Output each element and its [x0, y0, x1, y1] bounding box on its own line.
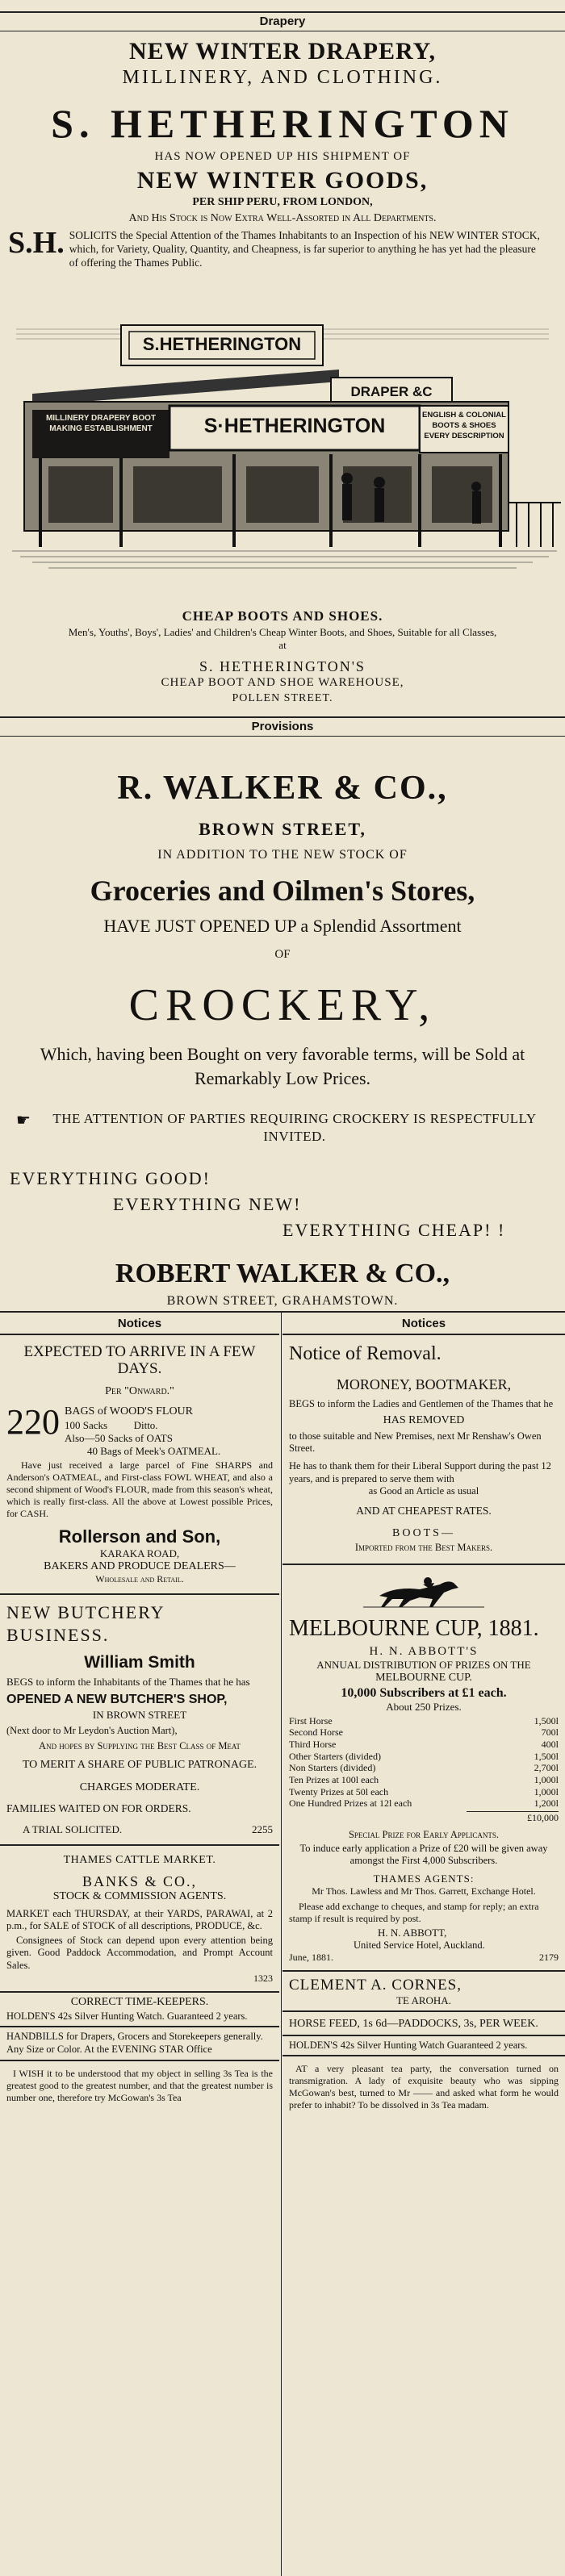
- timekeepers-title: CORRECT TIME-KEEPERS.: [70, 1995, 209, 2008]
- butchery-street: IN BROWN STREET: [92, 1708, 187, 1721]
- party-ad: [282, 2056, 565, 2115]
- prize-row: [289, 1715, 559, 1727]
- melbourne-annual: ANNUAL DISTRIBUTION OF PRIZES ON THE: [316, 1658, 531, 1671]
- shop-illustration: [0, 305, 565, 571]
- tea-body: I WISH it to be understood that my object in selling 3s Tea is the greatest good to the greatest number, and that the greatest number is number one, therefore try McGowan's 3s Tea: [6, 2067, 273, 2103]
- prize-amount: 1,500l: [534, 1750, 559, 1762]
- butchery-trial: A TRIAL SOLICITED.: [23, 1822, 123, 1835]
- melbourne-prize-list: [289, 1715, 559, 1810]
- rollerson-ad: [0, 1335, 279, 1589]
- timekeepers-body: HOLDEN'S 42s Silver Hunting Watch. Guaranteed 2 years.: [6, 2010, 248, 2022]
- prize-label: Non Starters (divided): [289, 1762, 376, 1774]
- cattle-name: BANKS & CO.,: [82, 1873, 198, 1889]
- butchery-families: FAMILIES WAITED ON FOR ORDERS.: [6, 1802, 191, 1814]
- drapery-warehouse: CHEAP BOOT AND SHOE WAREHOUSE,: [161, 676, 404, 689]
- cattle-sub: STOCK & COMMISSION AGENTS.: [52, 1889, 227, 1902]
- rollerson-road: KARAKA ROAD,: [99, 1547, 180, 1560]
- provisions-section: [0, 716, 565, 1313]
- notices-right-column: [282, 1315, 565, 2115]
- butchery-supply: And hopes by Supplying the Best Class of Meat: [39, 1739, 241, 1751]
- rollerson-line-4: 40 Bags of Meek's OATMEAL.: [87, 1445, 221, 1457]
- cornes-ad: [282, 1972, 565, 2010]
- drapery-name: S. HETHERINGTON: [51, 101, 514, 146]
- drapery-initials: S.H.: [8, 226, 65, 260]
- rollerson-flour-lines: [65, 1405, 220, 1458]
- prize-label: Third Horse: [289, 1739, 337, 1750]
- provisions-addition: IN ADDITION TO THE NEW STOCK OF: [157, 848, 408, 862]
- rollerson-title: EXPECTED TO ARRIVE IN A FEW DAYS.: [23, 1343, 256, 1377]
- prize-label: Twenty Prizes at 50l each: [289, 1785, 389, 1797]
- drapery-street: POLLEN STREET.: [232, 692, 333, 704]
- drapery-headline-1: NEW WINTER DRAPERY,: [129, 38, 436, 65]
- pointing-hand-icon: ☛: [16, 1112, 31, 1129]
- shop-sign-name: S·HETHERINGTON: [203, 415, 386, 437]
- removal-body-3: He has to thank them for their Liberal Support during the past 12 years, and is prepared to serve them with: [289, 1459, 551, 1484]
- drapery-solicits: SOLICITS the Special Attention of the Thames Inhabitants to an Inspection of his NEW WINTER STOCK, which, for Variety, Quality, Quantity, and Cheapness, is far superior to anything he has yet had the pleasure of offering the Thames Public.: [69, 229, 540, 269]
- provisions-crockery: CROCKERY,: [128, 980, 437, 1030]
- removal-ad: [282, 1335, 565, 1557]
- section-header-provisions: Provisions: [0, 716, 565, 737]
- melbourne-please: Please add exchange to cheques, and stamp for reply; an extra stamp if result is required by post.: [289, 1901, 539, 1924]
- butchery-ad: [0, 1595, 279, 1839]
- melbourne-special: Special Prize for Early Applicants.: [348, 1828, 500, 1840]
- prize-amount: 700l: [541, 1726, 559, 1739]
- prize-amount: 1,000l: [534, 1785, 559, 1797]
- provisions-everything-1: EVERYTHING GOOD!: [10, 1168, 211, 1188]
- provisions-groceries: Groceries and Oilmen's Stores,: [90, 875, 475, 907]
- melbourne-abbott: H. N. ABBOTT'S: [369, 1644, 479, 1658]
- butchery-number: 2255: [252, 1822, 273, 1835]
- cornes-place: TE AROHA.: [396, 1994, 451, 2006]
- shop-sign-boots: ENGLISH & COLONIAL BOOTS & SHOES EVERY DESCRIPTION: [422, 411, 506, 440]
- provisions-bought: Which, having been Bought on very favorable terms, will be Sold at Remarkably Low Prices.: [40, 1044, 525, 1088]
- melbourne-induce: To induce early application a Prize of £20 will be given away amongst the First 4,000 Subscribers.: [299, 1842, 548, 1867]
- provisions-attention: THE ATTENTION OF PARTIES REQUIRING CROCKERY IS RESPECTFULLY INVITED.: [52, 1111, 537, 1144]
- provisions-everything-2: EVERYTHING NEW!: [113, 1194, 302, 1214]
- prize-row: [289, 1739, 559, 1751]
- column-divider: [281, 1311, 282, 2576]
- drapery-solicits-block: [0, 225, 565, 269]
- removal-rates: AND AT CHEAPEST RATES.: [356, 1504, 492, 1517]
- prize-amount: 2,700l: [534, 1762, 559, 1774]
- section-header-drapery: Drapery: [0, 11, 565, 31]
- melbourne-total: £10,000: [467, 1811, 559, 1824]
- handbills-ad: [0, 2027, 279, 2059]
- prize-row: [289, 1786, 559, 1798]
- provisions-everything-3: EVERYTHING CHEAP! !: [282, 1220, 506, 1240]
- drapery-boots-desc: Men's, Youths', Boys', Ladies' and Children's Cheap Winter Boots, and Shoes, Suitable for all Classes, at: [68, 626, 497, 651]
- rollerson-body: Have just received a large parcel of Fine SHARPS and Anderson's OATMEAL, and First-class FOWL WHEAT, and also a second shipment of Wood's FLOUR, made from this season's wheat, which is really first-class. All the above at Lowest possible Prices, for CASH.: [6, 1459, 273, 1520]
- melbourne-sig: H. N. ABBOTT,: [378, 1927, 447, 1939]
- removal-body-2: to those suitable and New Premises, next Mr Renshaw's Owen Street.: [289, 1430, 542, 1455]
- drapery-headline-2: MILLINERY, AND CLOTHING.: [122, 67, 443, 88]
- prize-row: [289, 1774, 559, 1786]
- prize-label: First Horse: [289, 1714, 333, 1726]
- notices-right-header: Notices: [282, 1315, 565, 1335]
- prize-label: Second Horse: [289, 1726, 343, 1739]
- melbourne-hotel: United Service Hotel, Auckland.: [354, 1939, 485, 1951]
- provisions-street: BROWN STREET,: [199, 819, 366, 839]
- prize-label: Ten Prizes at 100l each: [289, 1773, 379, 1785]
- prize-amount: 400l: [541, 1739, 559, 1750]
- holden-ad: [282, 2036, 565, 2056]
- timekeepers-ad: [0, 1993, 279, 2027]
- cattle-number: 1323: [253, 1972, 273, 1984]
- removal-imported: Imported from the Best Makers.: [354, 1541, 493, 1553]
- melbourne-number: 2179: [539, 1952, 559, 1963]
- butchery-merit: TO MERIT A SHARE OF PUBLIC PATRONAGE.: [22, 1758, 257, 1771]
- removal-usual: as Good an Article as usual: [368, 1485, 479, 1497]
- drapery-section: [0, 0, 565, 726]
- rollerson-big-number: 220: [6, 1402, 60, 1442]
- horsefeed-body: HORSE FEED, 1s 6d—PADDOCKS, 3s, PER WEEK.: [289, 2017, 538, 2030]
- removal-name: MORONEY, BOOTMAKER,: [336, 1376, 512, 1392]
- cattle-title: THAMES CATTLE MARKET.: [63, 1853, 216, 1866]
- rollerson-per: Per "Onward.": [105, 1385, 174, 1397]
- drapery-warehouse-name: S. HETHERINGTON'S: [199, 658, 366, 674]
- removal-title: Notice of Removal.: [289, 1343, 442, 1364]
- rollerson-name: Rollerson and Son,: [58, 1526, 221, 1547]
- provisions-attention-block: [16, 1110, 549, 1146]
- notices-left-column: [0, 1315, 279, 2107]
- prize-amount: 1,200l: [534, 1797, 559, 1810]
- cattle-body: MARKET each THURSDAY, at their YARDS, PARAWAI, at 2 p.m., for SALE of STOCK of all descriptions, PRODUCE, &c.: [6, 1907, 273, 1932]
- drapery-stock: And His Stock is Now Extra Well-Assorted in All Departments.: [128, 212, 437, 224]
- racehorse-icon: [363, 1572, 484, 1610]
- melbourne-cup: MELBOURNE CUP.: [375, 1671, 472, 1684]
- melbourne-agents: THAMES AGENTS:: [373, 1873, 475, 1885]
- tea-ad: [0, 2061, 279, 2107]
- notices-left-header: Notices: [0, 1315, 279, 1335]
- provisions-name: R. WALKER & CO.,: [117, 770, 448, 807]
- holden-body: HOLDEN'S 42s Silver Hunting Watch Guaranteed 2 years.: [289, 2039, 528, 2051]
- prize-label: One Hundred Prizes at 12l each: [289, 1797, 412, 1810]
- melbourne-date-row: [289, 1952, 559, 1964]
- removal-body-1: BEGS to inform the Ladies and Gentlemen of the Thames that he: [289, 1398, 554, 1409]
- horsefeed-ad: [282, 2012, 565, 2035]
- melbourne-agent-names: Mr Thos. Lawless and Mr Thos. Garrett, Exchange Hotel.: [312, 1885, 536, 1897]
- shop-sign-top: S.HETHERINGTON: [142, 334, 302, 354]
- rollerson-flour-block: [6, 1402, 273, 1458]
- butchery-body-1: BEGS to inform the Inhabitants of the Thames that he has: [6, 1676, 250, 1689]
- provisions-of: OF: [274, 948, 291, 961]
- butchery-trial-row: [6, 1823, 273, 1836]
- removal-boots: BOOTS—: [392, 1526, 455, 1539]
- prize-amount: 1,000l: [534, 1773, 559, 1785]
- prize-amount: 1,500l: [534, 1714, 559, 1726]
- cattle-body-2: Consignees of Stock can depend upon every attention being given. Good Paddock Accommodation, and Prompt Account Sales.: [6, 1934, 273, 1971]
- handbills-body: HANDBILLS for Drapers, Grocers and Storekeepers generally. Any Size or Color. At the EVENING STAR Office: [6, 2031, 263, 2055]
- melbourne-title: MELBOURNE CUP, 1881.: [289, 1615, 539, 1641]
- provisions-sig-name: ROBERT WALKER & CO.,: [115, 1259, 450, 1288]
- butchery-title: NEW BUTCHERY BUSINESS.: [6, 1602, 165, 1646]
- butchery-opened: OPENED A NEW BUTCHER'S SHOP,: [6, 1692, 228, 1706]
- drapery-opened: HAS NOW OPENED UP HIS SHIPMENT OF: [154, 150, 411, 163]
- removal-removed: HAS REMOVED: [383, 1413, 465, 1426]
- notices-top-rule: [0, 1311, 565, 1313]
- prize-row: [289, 1726, 559, 1739]
- melbourne-cup-ad: [282, 1565, 565, 1967]
- melbourne-date: June, 1881.: [289, 1952, 333, 1963]
- rollerson-trade: BAKERS AND PRODUCE DEALERS—: [44, 1560, 236, 1573]
- cattle-ad: [0, 1846, 279, 1988]
- drapery-ship: PER SHIP PERU, FROM LONDON,: [192, 196, 373, 208]
- shop-sign-millinery: MILLINERY DRAPERY BOOT MAKING ESTABLISHMENT: [45, 414, 157, 433]
- rollerson-trade-2: Wholesale and Retail.: [95, 1573, 184, 1585]
- cornes-name: CLEMENT A. CORNES,: [289, 1976, 462, 1994]
- party-body: AT a very pleasant tea party, the conversation turned on transmigration. A lady of exquisite beauty who was sipping McGowan's best, turned to Mr —— and asked what form he would prefer to inhabit? To be dissolved in 3s Tea madam.: [289, 2063, 559, 2111]
- butchery-name: William Smith: [84, 1653, 195, 1672]
- butchery-next: (Next door to Mr Leydon's Auction Mart),: [6, 1724, 178, 1736]
- drapery-boots: CHEAP BOOTS AND SHOES.: [182, 608, 383, 624]
- prize-row: [289, 1797, 559, 1810]
- racehorse-illustration: [289, 1572, 559, 1614]
- drapery-goods: NEW WINTER GOODS,: [136, 167, 429, 194]
- shop-sign-draper: DRAPER &C: [350, 384, 433, 399]
- provisions-opened: HAVE JUST OPENED UP a Splendid Assortment: [103, 916, 462, 936]
- prize-row: [289, 1751, 559, 1763]
- melbourne-subs: 10,000 Subscribers at £1 each.: [341, 1685, 507, 1700]
- butchery-charges: CHARGES MODERATE.: [79, 1781, 200, 1793]
- rollerson-line-1: BAGS of WOOD'S FLOUR: [65, 1405, 194, 1417]
- rollerson-line-3: Also—50 Sacks of OATS: [65, 1431, 173, 1444]
- provisions-sig-addr: BROWN STREET, GRAHAMSTOWN.: [166, 1294, 399, 1308]
- rollerson-line-2: 100 Sacks Ditto.: [65, 1418, 158, 1431]
- prize-label: Other Starters (divided): [289, 1750, 381, 1762]
- prize-row: [289, 1762, 559, 1774]
- melbourne-about: About 250 Prizes.: [386, 1700, 462, 1713]
